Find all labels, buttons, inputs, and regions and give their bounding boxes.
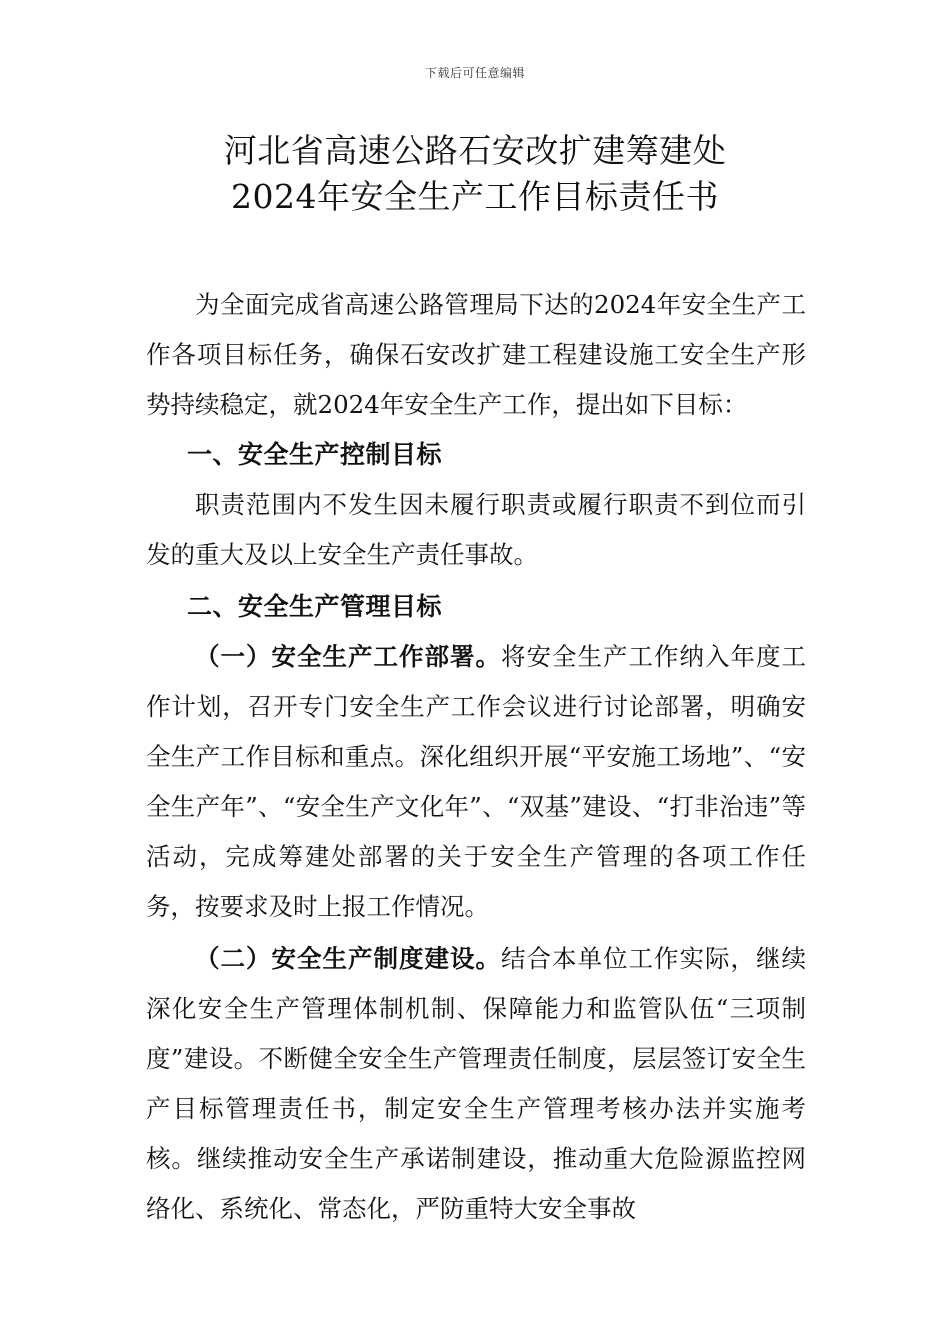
item-2-paragraph <box>146 934 806 1234</box>
item-1-title: （一）安全生产工作部署。 <box>195 642 501 671</box>
intro-paragraph: 为全面完成省高速公路管理局下达的2024年安全生产工作各项目标任务，确保石安改扩建工程建设施工安全生产形势持续稳定，就2024年安全生产工作，提出如下目标： <box>146 290 806 419</box>
item-2-title: （二）安全生产制度建设。 <box>195 944 501 973</box>
item-1-paragraph <box>146 632 806 932</box>
item-2-text: 结合本单位工作实际，继续深化安全生产管理体制机制、保障能力和监管队伍“三项制度”建设。不断健全安全生产管理责任制度，层层签订安全生产目标管理责任书，制定安全生产管理考核办法并实施考核。继续推动安全生产承诺制建设，推动重大危险源监控网络化、系统化、常态化，严防重特大安全事故 <box>146 944 806 1223</box>
item-1-text: 将安全生产工作纳入年度工作计划，召开专门安全生产工作会议进行讨论部署，明确安全生产工作目标和重点。深化组织开展“平安施工场地”、“安全生产年”、“安全生产文化年”、“双基”建设、“打非治违”等活动，完成筹建处部署的关于安全生产管理的各项工作任务，按要求及时上报工作情况。 <box>146 642 806 921</box>
title-line-2: 2024年安全生产工作目标责任书 <box>231 177 719 216</box>
document-body <box>146 280 806 1234</box>
header-note: 下载后可任意编辑 <box>424 66 525 80</box>
section-2-heading: 二、安全生产管理目标 <box>187 592 443 621</box>
title-line-1: 河北省高速公路石安改扩建筹建处 <box>223 131 727 170</box>
section-1-paragraph: 职责范围内不发生因未履行职责或履行职责不到位而引发的重大及以上安全生产责任事故。 <box>146 490 806 569</box>
section-1-heading: 一、安全生产控制目标 <box>187 440 443 469</box>
document-title <box>0 128 950 220</box>
